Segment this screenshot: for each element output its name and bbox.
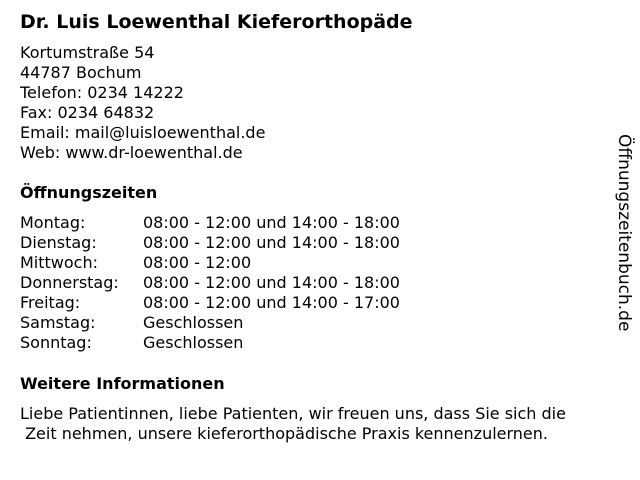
- business-name: Dr. Luis Loewenthal Kieferorthopäde: [20, 11, 413, 33]
- city-address: 44787 Bochum: [20, 63, 142, 82]
- hours-row: [20, 253, 400, 273]
- info-line: Zeit nehmen, unsere kieferorthopädische Praxis kennenzulernen.: [20, 424, 548, 443]
- website: Web: www.dr-loewenthal.de: [20, 143, 243, 162]
- fax-number: Fax: 0234 64832: [20, 103, 155, 122]
- hours-time: 08:00 - 12:00 und 14:00 - 18:00: [143, 273, 400, 292]
- hours-time: 08:00 - 12:00 und 14:00 - 18:00: [143, 233, 400, 252]
- hours-day: Sonntag:: [20, 333, 92, 352]
- hours-row: [20, 233, 400, 253]
- hours-day: Donnerstag:: [20, 273, 119, 292]
- hours-day: Samstag:: [20, 313, 96, 332]
- hours-time: 08:00 - 12:00 und 14:00 - 17:00: [143, 293, 400, 312]
- hours-day: Montag:: [20, 213, 86, 232]
- source-watermark: Öffnungszeitenbuch.de: [614, 134, 634, 332]
- hours-time: 08:00 - 12:00: [143, 253, 252, 272]
- hours-day: Dienstag:: [20, 233, 97, 252]
- opening-hours-heading: Öffnungszeiten: [20, 183, 158, 202]
- hours-time: Geschlossen: [143, 313, 244, 332]
- hours-row: [20, 273, 400, 293]
- hours-time: 08:00 - 12:00 und 14:00 - 18:00: [143, 213, 400, 232]
- further-info-heading: Weitere Informationen: [20, 374, 225, 393]
- hours-time: Geschlossen: [143, 333, 244, 352]
- hours-row: [20, 313, 400, 333]
- contact-block: [20, 43, 265, 163]
- phone-number: Telefon: 0234 14222: [20, 83, 184, 102]
- opening-hours-table: [20, 213, 400, 353]
- hours-day: Mittwoch:: [20, 253, 98, 272]
- email-address: Email: mail@luisloewenthal.de: [20, 123, 266, 142]
- street-address: Kortumstraße 54: [20, 43, 155, 62]
- hours-row: [20, 213, 400, 233]
- hours-row: [20, 333, 400, 353]
- hours-day: Freitag:: [20, 293, 81, 312]
- info-line: Liebe Patientinnen, liebe Patienten, wir freuen uns, dass Sie sich die: [20, 404, 566, 423]
- further-info-text: [20, 404, 620, 444]
- hours-row: [20, 293, 400, 313]
